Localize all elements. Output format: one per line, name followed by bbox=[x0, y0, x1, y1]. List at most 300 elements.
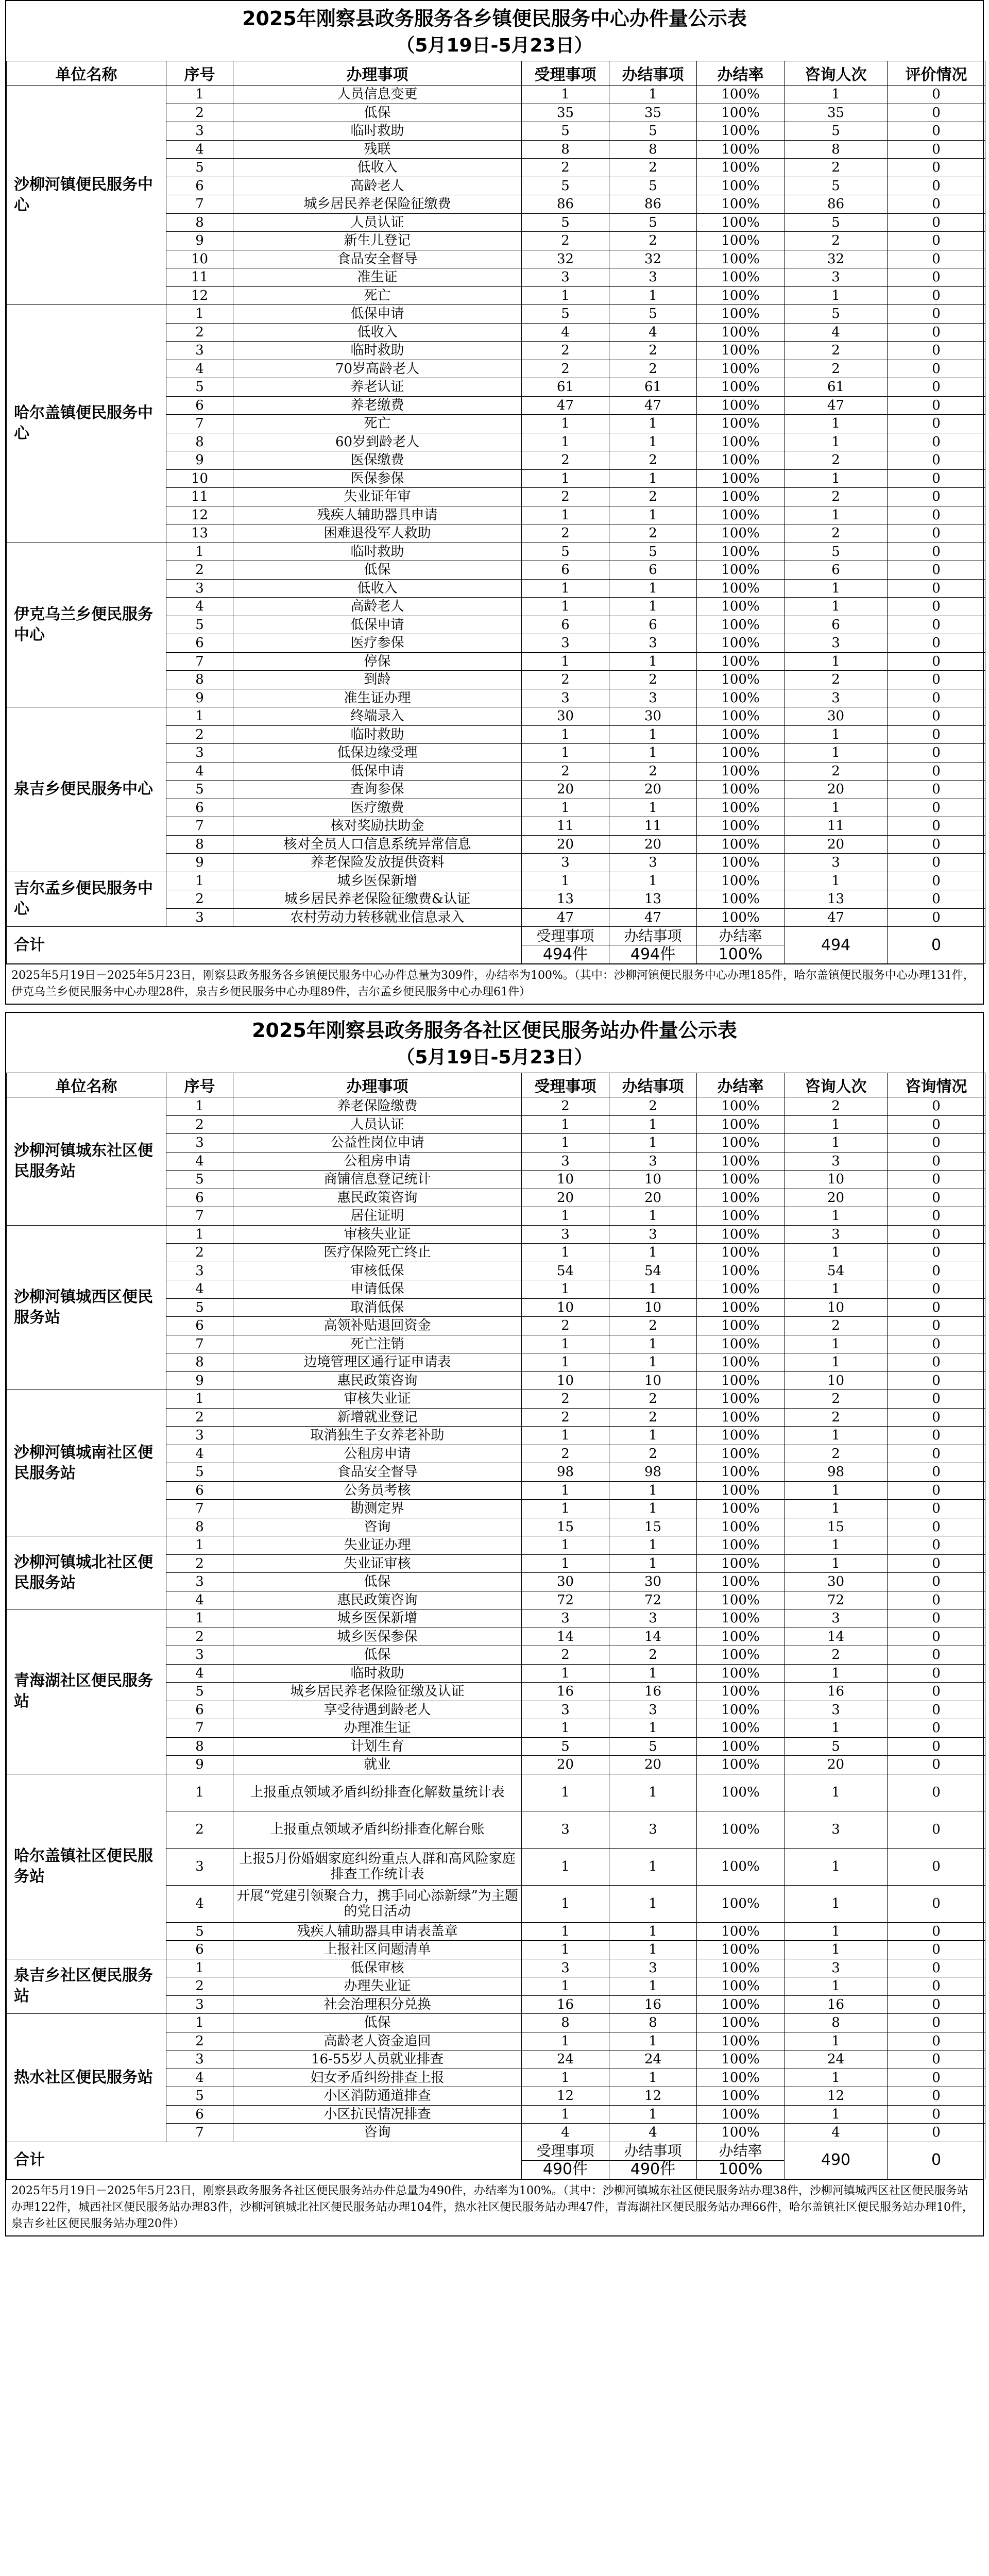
row-completed: 13 bbox=[609, 890, 697, 909]
row-eval: 0 bbox=[888, 122, 985, 141]
row-eval: 0 bbox=[888, 2032, 985, 2050]
row-rate: 100% bbox=[697, 305, 785, 324]
row-consult: 11 bbox=[785, 817, 888, 836]
row-rate: 100% bbox=[697, 1353, 785, 1372]
row-item: 公益性岗位申请 bbox=[233, 1134, 522, 1153]
row-completed: 12 bbox=[609, 2087, 697, 2106]
row-seq: 1 bbox=[166, 1959, 233, 1977]
row-consult: 3 bbox=[785, 854, 888, 872]
row-seq: 1 bbox=[166, 1609, 233, 1628]
community-summary-note: 2025年5月19日－2025年5月23日，刚察县政务服务各社区便民服务站办件总量为490件，办结率为100%。（其中：沙柳河镇城东社区便民服务站办理38件，沙柳河镇城西区社区便民服务站办理122件，城西社区便民服务站办理83件，沙柳河镇城北社区便民服务站办理104件，热水社区便民服务站办理47件，青海湖社区便民服务站办理66件，哈尔盖镇社区便民服务站办理10件，泉吉乡社区便民服务站办理20件） bbox=[6, 2179, 983, 2235]
row-consult: 1 bbox=[785, 1427, 888, 1445]
township-table bbox=[6, 61, 985, 964]
row-eval: 0 bbox=[888, 1207, 985, 1226]
row-accepted: 8 bbox=[522, 2014, 609, 2032]
row-rate: 100% bbox=[697, 1408, 785, 1427]
row-eval: 0 bbox=[888, 1701, 985, 1719]
row-eval: 0 bbox=[888, 1518, 985, 1536]
row-completed: 20 bbox=[609, 1756, 697, 1774]
row-item: 医疗参保 bbox=[233, 634, 522, 653]
row-eval: 0 bbox=[888, 1609, 985, 1628]
row-accepted: 1 bbox=[522, 2032, 609, 2050]
row-rate: 100% bbox=[697, 854, 785, 872]
row-consult: 1 bbox=[785, 1335, 888, 1353]
row-rate: 100% bbox=[697, 2050, 785, 2069]
row-item: 低保边缘受理 bbox=[233, 744, 522, 762]
row-eval: 0 bbox=[888, 1244, 985, 1262]
row-eval: 0 bbox=[888, 1774, 985, 1811]
row-eval: 0 bbox=[888, 652, 985, 671]
unit-name-cell: 沙柳河镇城东社区便民服务站 bbox=[7, 1097, 166, 1226]
row-completed: 1 bbox=[609, 1554, 697, 1573]
row-accepted: 2 bbox=[522, 159, 609, 177]
row-consult: 54 bbox=[785, 1262, 888, 1280]
row-eval: 0 bbox=[888, 561, 985, 580]
row-seq: 8 bbox=[166, 1518, 233, 1536]
row-item: 低保 bbox=[233, 104, 522, 122]
row-seq: 1 bbox=[166, 86, 233, 104]
row-completed: 1 bbox=[609, 1941, 697, 1959]
row-completed: 5 bbox=[609, 1737, 697, 1756]
row-completed: 3 bbox=[609, 1152, 697, 1171]
row-accepted: 1 bbox=[522, 872, 609, 890]
row-consult: 1 bbox=[785, 1353, 888, 1372]
row-eval: 0 bbox=[888, 524, 985, 543]
row-accepted: 14 bbox=[522, 1628, 609, 1646]
row-eval: 0 bbox=[888, 323, 985, 342]
row-accepted: 54 bbox=[522, 1262, 609, 1280]
row-consult: 1 bbox=[785, 1664, 888, 1683]
row-seq: 1 bbox=[166, 2014, 233, 2032]
row-rate: 100% bbox=[697, 1995, 785, 2014]
row-rate: 100% bbox=[697, 1701, 785, 1719]
row-item: 到龄 bbox=[233, 671, 522, 689]
row-seq: 5 bbox=[166, 1463, 233, 1482]
row-rate: 100% bbox=[697, 908, 785, 927]
row-rate: 100% bbox=[697, 1941, 785, 1959]
row-consult: 32 bbox=[785, 250, 888, 268]
row-consult: 1 bbox=[785, 1774, 888, 1811]
row-seq: 4 bbox=[166, 2069, 233, 2087]
row-rate: 100% bbox=[697, 1664, 785, 1683]
row-seq: 7 bbox=[166, 1207, 233, 1226]
row-completed: 1 bbox=[609, 415, 697, 433]
row-rate: 100% bbox=[697, 1390, 785, 1409]
row-completed: 1 bbox=[609, 744, 697, 762]
row-completed: 2 bbox=[609, 762, 697, 781]
table-row bbox=[7, 86, 985, 104]
unit-name-cell: 沙柳河镇便民服务中心 bbox=[7, 86, 166, 305]
row-completed: 14 bbox=[609, 1628, 697, 1646]
row-rate: 100% bbox=[697, 342, 785, 360]
row-accepted: 4 bbox=[522, 2124, 609, 2142]
row-seq: 2 bbox=[166, 1811, 233, 1848]
row-eval: 0 bbox=[888, 872, 985, 890]
row-rate: 100% bbox=[697, 506, 785, 524]
row-item: 残联 bbox=[233, 140, 522, 159]
unit-name-cell: 伊克乌兰乡便民服务中心 bbox=[7, 543, 166, 707]
row-item: 城乡居民养老保险征缴及认证 bbox=[233, 1683, 522, 1701]
row-completed: 1 bbox=[609, 1244, 697, 1262]
row-accepted: 1 bbox=[522, 1335, 609, 1353]
row-seq: 1 bbox=[166, 1536, 233, 1555]
row-eval: 0 bbox=[888, 1171, 985, 1189]
row-rate: 100% bbox=[697, 415, 785, 433]
row-item: 死亡注销 bbox=[233, 1335, 522, 1353]
row-rate: 100% bbox=[697, 707, 785, 726]
row-accepted: 5 bbox=[522, 1737, 609, 1756]
row-rate: 100% bbox=[697, 872, 785, 890]
row-accepted: 20 bbox=[522, 835, 609, 854]
row-eval: 0 bbox=[888, 305, 985, 324]
row-rate: 100% bbox=[697, 360, 785, 378]
header-accepted: 受理事项 bbox=[522, 61, 609, 86]
row-accepted: 30 bbox=[522, 707, 609, 726]
row-eval: 0 bbox=[888, 799, 985, 817]
row-seq: 8 bbox=[166, 671, 233, 689]
row-rate: 100% bbox=[697, 140, 785, 159]
row-rate: 100% bbox=[697, 835, 785, 854]
row-seq: 4 bbox=[166, 598, 233, 616]
header-seq: 序号 bbox=[166, 61, 233, 86]
row-item: 低保申请 bbox=[233, 616, 522, 634]
total-completed-value: 490件 bbox=[609, 2160, 697, 2179]
row-completed: 16 bbox=[609, 1995, 697, 2014]
row-seq: 4 bbox=[166, 762, 233, 781]
row-accepted: 3 bbox=[522, 1959, 609, 1977]
row-accepted: 35 bbox=[522, 104, 609, 122]
total-label: 合计 bbox=[7, 927, 522, 964]
row-rate: 100% bbox=[697, 1977, 785, 1996]
row-accepted: 1 bbox=[522, 506, 609, 524]
row-seq: 6 bbox=[166, 177, 233, 195]
row-consult: 8 bbox=[785, 2014, 888, 2032]
row-completed: 1 bbox=[609, 2032, 697, 2050]
row-eval: 0 bbox=[888, 232, 985, 250]
row-eval: 0 bbox=[888, 86, 985, 104]
row-item: 低保审核 bbox=[233, 1959, 522, 1977]
row-item: 公租房申请 bbox=[233, 1152, 522, 1171]
row-eval: 0 bbox=[888, 250, 985, 268]
row-seq: 1 bbox=[166, 543, 233, 561]
row-consult: 2 bbox=[785, 524, 888, 543]
row-accepted: 1 bbox=[522, 1664, 609, 1683]
row-consult: 86 bbox=[785, 195, 888, 214]
row-consult: 20 bbox=[785, 781, 888, 799]
row-consult: 1 bbox=[785, 1941, 888, 1959]
row-completed: 1 bbox=[609, 598, 697, 616]
row-item: 审核失业证 bbox=[233, 1225, 522, 1244]
unit-name-cell: 泉吉乡社区便民服务站 bbox=[7, 1959, 166, 2014]
row-item: 查询参保 bbox=[233, 781, 522, 799]
row-seq: 5 bbox=[166, 1171, 233, 1189]
row-accepted: 5 bbox=[522, 543, 609, 561]
row-seq: 12 bbox=[166, 286, 233, 305]
row-seq: 4 bbox=[166, 360, 233, 378]
row-seq: 5 bbox=[166, 781, 233, 799]
row-accepted: 61 bbox=[522, 378, 609, 397]
row-accepted: 1 bbox=[522, 2069, 609, 2087]
row-accepted: 15 bbox=[522, 1518, 609, 1536]
township-table-subtitle: （5月19日-5月23日） bbox=[396, 35, 593, 56]
row-completed: 3 bbox=[609, 689, 697, 707]
row-consult: 2 bbox=[785, 342, 888, 360]
row-eval: 0 bbox=[888, 2087, 985, 2106]
header-unit: 单位名称 bbox=[7, 61, 166, 86]
row-seq: 13 bbox=[166, 524, 233, 543]
row-accepted: 2 bbox=[522, 762, 609, 781]
row-item: 高龄老人 bbox=[233, 177, 522, 195]
row-item: 高龄老人 bbox=[233, 598, 522, 616]
row-rate: 100% bbox=[697, 2014, 785, 2032]
row-rate: 100% bbox=[697, 177, 785, 195]
row-item: 停保 bbox=[233, 652, 522, 671]
row-completed: 1 bbox=[609, 1500, 697, 1518]
row-item: 上报5月份婚姻家庭纠纷重点人群和高风险家庭排查工作统计表 bbox=[233, 1848, 522, 1885]
row-item: 核对奖励扶助金 bbox=[233, 817, 522, 836]
header-consult: 咨询人次 bbox=[785, 61, 888, 86]
row-completed: 1 bbox=[609, 1848, 697, 1885]
row-rate: 100% bbox=[697, 1683, 785, 1701]
row-item: 食品安全督导 bbox=[233, 1463, 522, 1482]
row-seq: 3 bbox=[166, 122, 233, 141]
row-consult: 12 bbox=[785, 2087, 888, 2106]
row-completed: 2 bbox=[609, 1445, 697, 1463]
row-item: 城乡居民养老保险征缴费 bbox=[233, 195, 522, 214]
row-item: 取消低保 bbox=[233, 1298, 522, 1317]
row-completed: 1 bbox=[609, 1885, 697, 1922]
unit-name-cell: 沙柳河镇城北社区便民服务站 bbox=[7, 1536, 166, 1609]
row-completed: 2 bbox=[609, 360, 697, 378]
row-eval: 0 bbox=[888, 1922, 985, 1941]
header-completed: 办结事项 bbox=[609, 61, 697, 86]
row-consult: 1 bbox=[785, 1885, 888, 1922]
row-consult: 1 bbox=[785, 1500, 888, 1518]
row-item: 惠民政策咨询 bbox=[233, 1591, 522, 1609]
row-completed: 3 bbox=[609, 268, 697, 287]
table-row bbox=[7, 872, 985, 890]
row-rate: 100% bbox=[697, 579, 785, 598]
row-eval: 0 bbox=[888, 1408, 985, 1427]
row-rate: 100% bbox=[697, 652, 785, 671]
row-accepted: 1 bbox=[522, 469, 609, 488]
total-blank: 0 bbox=[888, 2142, 985, 2179]
row-item: 食品安全督导 bbox=[233, 250, 522, 268]
row-consult: 1 bbox=[785, 433, 888, 451]
row-consult: 20 bbox=[785, 1756, 888, 1774]
row-completed: 5 bbox=[609, 122, 697, 141]
row-consult: 1 bbox=[785, 598, 888, 616]
row-item: 新生儿登记 bbox=[233, 232, 522, 250]
row-item: 就业 bbox=[233, 1756, 522, 1774]
row-consult: 6 bbox=[785, 616, 888, 634]
row-consult: 13 bbox=[785, 890, 888, 909]
row-completed: 47 bbox=[609, 396, 697, 415]
row-eval: 0 bbox=[888, 744, 985, 762]
row-rate: 100% bbox=[697, 1885, 785, 1922]
unit-name-cell: 哈尔盖镇社区便民服务站 bbox=[7, 1774, 166, 1959]
unit-name-cell: 沙柳河镇城南社区便民服务站 bbox=[7, 1390, 166, 1536]
row-eval: 0 bbox=[888, 342, 985, 360]
table-row bbox=[7, 1390, 985, 1409]
row-completed: 2 bbox=[609, 1097, 697, 1116]
row-completed: 1 bbox=[609, 1481, 697, 1500]
row-accepted: 10 bbox=[522, 1371, 609, 1390]
row-accepted: 3 bbox=[522, 1609, 609, 1628]
row-accepted: 3 bbox=[522, 1225, 609, 1244]
header-completed: 办结事项 bbox=[609, 1073, 697, 1097]
row-eval: 0 bbox=[888, 835, 985, 854]
row-rate: 100% bbox=[697, 1171, 785, 1189]
row-consult: 98 bbox=[785, 1463, 888, 1482]
row-seq: 3 bbox=[166, 1848, 233, 1885]
row-rate: 100% bbox=[697, 1609, 785, 1628]
table-row bbox=[7, 1097, 985, 1116]
row-accepted: 1 bbox=[522, 1554, 609, 1573]
row-seq: 8 bbox=[166, 835, 233, 854]
total-accepted-value: 494件 bbox=[522, 945, 609, 964]
row-accepted: 10 bbox=[522, 1298, 609, 1317]
row-item: 死亡 bbox=[233, 415, 522, 433]
row-rate: 100% bbox=[697, 250, 785, 268]
row-item: 准生证 bbox=[233, 268, 522, 287]
row-accepted: 2 bbox=[522, 232, 609, 250]
total-accepted-label: 受理事项 bbox=[522, 927, 609, 945]
row-seq: 3 bbox=[166, 1573, 233, 1591]
row-accepted: 3 bbox=[522, 689, 609, 707]
row-seq: 5 bbox=[166, 159, 233, 177]
row-item: 咨询 bbox=[233, 1518, 522, 1536]
row-rate: 100% bbox=[697, 1244, 785, 1262]
row-rate: 100% bbox=[697, 268, 785, 287]
row-rate: 100% bbox=[697, 1573, 785, 1591]
row-eval: 0 bbox=[888, 2105, 985, 2124]
row-accepted: 11 bbox=[522, 817, 609, 836]
row-completed: 1 bbox=[609, 1536, 697, 1555]
total-completed-label: 办结事项 bbox=[609, 2142, 697, 2160]
row-seq: 7 bbox=[166, 1500, 233, 1518]
row-consult: 5 bbox=[785, 1737, 888, 1756]
row-accepted: 2 bbox=[522, 342, 609, 360]
row-eval: 0 bbox=[888, 598, 985, 616]
row-rate: 100% bbox=[697, 725, 785, 744]
row-seq: 6 bbox=[166, 1189, 233, 1207]
row-completed: 2 bbox=[609, 524, 697, 543]
row-eval: 0 bbox=[888, 1481, 985, 1500]
row-consult: 1 bbox=[785, 652, 888, 671]
row-consult: 2 bbox=[785, 762, 888, 781]
row-rate: 100% bbox=[697, 323, 785, 342]
row-item: 60岁到龄老人 bbox=[233, 433, 522, 451]
table-row bbox=[7, 1609, 985, 1628]
total-rate-label: 办结率 bbox=[697, 927, 785, 945]
row-eval: 0 bbox=[888, 1500, 985, 1518]
row-item: 临时救助 bbox=[233, 122, 522, 141]
row-completed: 2 bbox=[609, 488, 697, 506]
row-item: 高领补贴退回资金 bbox=[233, 1317, 522, 1335]
row-consult: 2 bbox=[785, 1317, 888, 1335]
row-seq: 2 bbox=[166, 1115, 233, 1134]
row-consult: 1 bbox=[785, 1115, 888, 1134]
row-item: 核对全员人口信息系统异常信息 bbox=[233, 835, 522, 854]
row-consult: 10 bbox=[785, 1371, 888, 1390]
row-accepted: 5 bbox=[522, 305, 609, 324]
row-seq: 9 bbox=[166, 1756, 233, 1774]
row-seq: 6 bbox=[166, 1317, 233, 1335]
row-rate: 100% bbox=[697, 1811, 785, 1848]
row-eval: 0 bbox=[888, 1848, 985, 1885]
row-eval: 0 bbox=[888, 2050, 985, 2069]
row-consult: 5 bbox=[785, 122, 888, 141]
row-seq: 4 bbox=[166, 140, 233, 159]
row-item: 审核低保 bbox=[233, 1262, 522, 1280]
row-item: 公务员考核 bbox=[233, 1481, 522, 1500]
row-accepted: 6 bbox=[522, 616, 609, 634]
row-eval: 0 bbox=[888, 579, 985, 598]
row-consult: 1 bbox=[785, 86, 888, 104]
row-eval: 0 bbox=[888, 104, 985, 122]
header-seq: 序号 bbox=[166, 1073, 233, 1097]
row-seq: 4 bbox=[166, 1280, 233, 1299]
row-accepted: 2 bbox=[522, 1408, 609, 1427]
row-accepted: 1 bbox=[522, 652, 609, 671]
row-item: 低保 bbox=[233, 1573, 522, 1591]
row-completed: 1 bbox=[609, 1922, 697, 1941]
row-accepted: 3 bbox=[522, 1701, 609, 1719]
row-item: 70岁高龄老人 bbox=[233, 360, 522, 378]
community-table-body bbox=[7, 1097, 985, 2179]
row-consult: 1 bbox=[785, 725, 888, 744]
row-eval: 0 bbox=[888, 1941, 985, 1959]
row-completed: 1 bbox=[609, 286, 697, 305]
row-consult: 15 bbox=[785, 1518, 888, 1536]
row-completed: 1 bbox=[609, 86, 697, 104]
row-accepted: 5 bbox=[522, 213, 609, 232]
row-completed: 1 bbox=[609, 1134, 697, 1153]
header-consult-status: 咨询情况 bbox=[888, 1073, 985, 1097]
row-rate: 100% bbox=[697, 817, 785, 836]
row-item: 低保 bbox=[233, 2014, 522, 2032]
row-completed: 1 bbox=[609, 1427, 697, 1445]
row-item: 办理失业证 bbox=[233, 1977, 522, 1996]
row-consult: 1 bbox=[785, 506, 888, 524]
row-seq: 2 bbox=[166, 323, 233, 342]
row-rate: 100% bbox=[697, 671, 785, 689]
row-eval: 0 bbox=[888, 781, 985, 799]
row-consult: 2 bbox=[785, 671, 888, 689]
row-item: 居住证明 bbox=[233, 1207, 522, 1226]
row-completed: 47 bbox=[609, 908, 697, 927]
row-item: 残疾人辅助器具申请表盖章 bbox=[233, 1922, 522, 1941]
row-consult: 16 bbox=[785, 1995, 888, 2014]
row-eval: 0 bbox=[888, 195, 985, 214]
row-item: 终端录入 bbox=[233, 707, 522, 726]
row-accepted: 2 bbox=[522, 1317, 609, 1335]
row-item: 新增就业登记 bbox=[233, 1408, 522, 1427]
row-seq: 2 bbox=[166, 1244, 233, 1262]
row-rate: 100% bbox=[697, 2032, 785, 2050]
row-completed: 3 bbox=[609, 1701, 697, 1719]
row-consult: 35 bbox=[785, 104, 888, 122]
row-seq: 2 bbox=[166, 1554, 233, 1573]
row-consult: 2 bbox=[785, 1646, 888, 1665]
row-item: 城乡居民养老保险征缴费&认证 bbox=[233, 890, 522, 909]
row-rate: 100% bbox=[697, 86, 785, 104]
row-seq: 1 bbox=[166, 1225, 233, 1244]
row-seq: 8 bbox=[166, 1737, 233, 1756]
row-eval: 0 bbox=[888, 2014, 985, 2032]
row-rate: 100% bbox=[697, 1445, 785, 1463]
